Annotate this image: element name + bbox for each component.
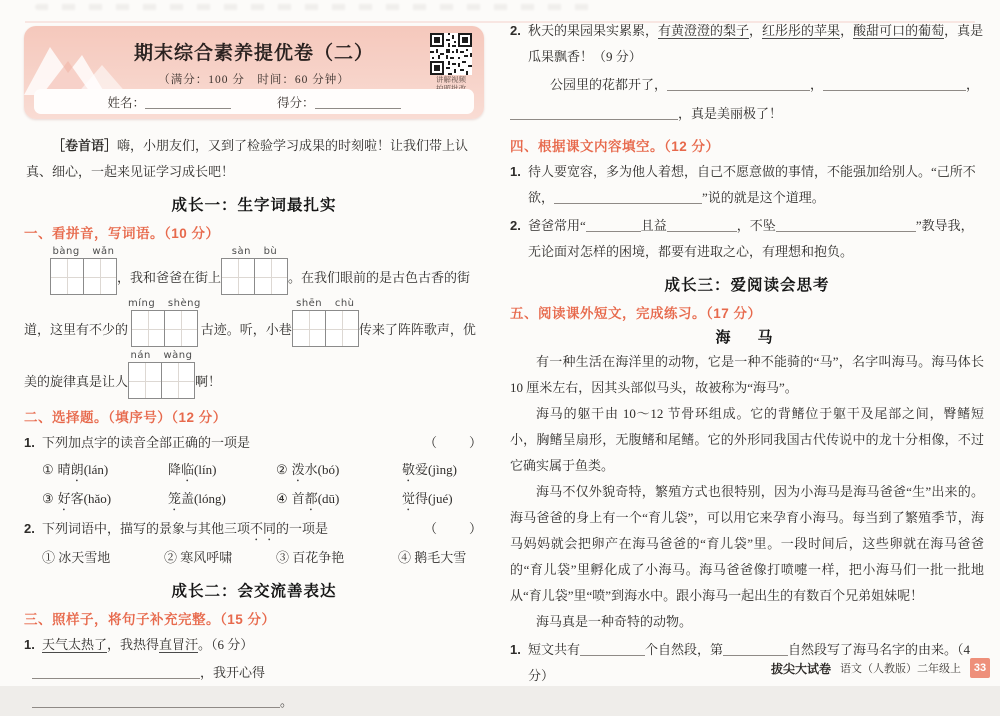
passage-paragraph-3: 海马不仅外貌奇特，繁殖方式也很特别，因为小海马是海马爸爸“生”出来的。海马爸爸的身上有一个“育儿袋”，可以用它来孕育小海马。每当到了繁殖季节，海马妈妈就会把卵产在海马爸爸的“育儿袋”里。一段时间后，这些卵就在海马爸爸的“育儿袋”里孵化成了小海马。海马爸爸像打喷嚏一样，把小海马们一批一批地从“育儿袋”里“喷”到海水中。跟小海马一起出生的有数百个兄弟姐妹呢！ (510, 484, 984, 603)
option-cell: 降临(lín) (168, 462, 217, 477)
passage-paragraph-1: 有一种生活在海洋里的动物，它是一种不能骑的“马”，名字叫海马。海马体长 10 厘米左右，因其头部似马头，故被称为“海马”。 (510, 354, 984, 395)
underlined-phrase: 红彤彤的苹果 (762, 23, 841, 38)
writing-box (50, 258, 117, 295)
option-cell: 敬爱(jìng) (402, 462, 457, 477)
growth2-heading: 成长二：会交流善表达 (171, 583, 337, 600)
cloze-question-1: 1. 待人要宽容，多为他人着想，自己不愿意做的事情，不能强加给别人。“己所不欲， ”说的就是这个道理。 (510, 159, 984, 211)
writing-cell (51, 259, 83, 294)
writing-cell (254, 259, 287, 294)
intro-text: 嗨，小朋友们，又到了检验学习成果的时刻啦！让我们带上认真、细心，一起来见证学习成长吧！ (26, 138, 469, 179)
option-cell: ① 晴朗(lán) (42, 462, 109, 477)
answer-blank (586, 218, 641, 232)
intro-label: ［卷首语］ (52, 138, 118, 153)
section4-heading: 四、根据课文内容填空。（12 分） (510, 139, 720, 154)
right-page (500, 0, 1000, 686)
writing-box (131, 310, 198, 347)
pinyin-label: sàn bù (231, 246, 278, 257)
answer-blank (32, 665, 200, 679)
section3-heading: 三、照样子，将句子补充完整。（15 分） (24, 612, 276, 627)
question-stem: 下列加点字的读音全部正确的一项是 (42, 435, 251, 450)
option-cell: ① 冰天雪地 (42, 550, 111, 565)
underlined-phrase: 有黄澄澄的梨子 (658, 23, 750, 38)
mc-question-2 (24, 516, 484, 544)
passage-paragraph-2: 海马的躯干由 10～12 节骨环组成。它的背鳍位于躯干及尾部之间，臀鳍短小，胸鳍呈扇形，无腹鳍和尾鳍。它的外形同我国古代传说中的龙十分相像，不过它确实属于鱼类。 (510, 406, 984, 473)
writing-cell (161, 363, 194, 398)
sentence-example-question-2: 2. 秋天的果园果实累累，有黄澄澄的梨子，红彤彤的苹果，酸甜可口的葡萄，真是瓜果飘香！（9 分） (510, 18, 984, 70)
writing-cell (293, 311, 325, 346)
answer-blank (823, 77, 966, 91)
name-blank (145, 95, 231, 109)
question-stem-emphasis: 不同 (250, 521, 277, 536)
sentence-text: 。在我们眼前的是古色古香的街 (288, 270, 471, 285)
exam-subtitle: （满分：100 分 时间：60 分钟） (158, 74, 350, 86)
option-cell: ② 泼水(bó) (276, 462, 340, 477)
page-number-badge: 33 (970, 658, 990, 678)
option-cell: ④ 鹅毛大雪 (398, 550, 467, 565)
writing-box (292, 310, 359, 347)
question-number: 1. (24, 637, 35, 652)
sentence-text: 古迹。听，小巷 (200, 322, 292, 337)
question-number: 1. (510, 164, 521, 179)
answer-blank (667, 218, 737, 232)
cloze-question-2: 2. 爸爸常用“ 且益 ，不坠 ”教导我，无论面对怎样的困境，都要有进取之心，有理想和抱负。 (510, 213, 984, 265)
pinyin-word-4 (292, 298, 359, 347)
score-label: 得分： (277, 95, 315, 110)
option-cell: ③ 好客(hǎo) (42, 491, 112, 506)
pinyin-word-3 (128, 298, 201, 347)
answer-bracket: （ ） (423, 435, 484, 450)
exam-header-card (24, 26, 484, 119)
pinyin-label: shēn chù (296, 298, 355, 309)
underlined-phrase: 酸甜可口的葡萄 (853, 23, 945, 38)
pinyin-label: bàng wǎn (52, 246, 115, 257)
pinyin-word-1 (50, 246, 117, 295)
question-stem: 的一项是 (276, 521, 329, 536)
sentence-example-question: 1. 天气太热了，我热得直冒汗。（6 分） (24, 632, 484, 658)
sentence-fill-line-b: ，真是美丽极了！ (510, 99, 984, 128)
reading-question-1: 1. 短文共有 个自然段，第 自然段写了海马名字的由来。（4 分） (510, 637, 984, 689)
passage-title: 海 马 (715, 329, 779, 346)
writing-cell (325, 311, 358, 346)
sentence-text: 啊！ (195, 374, 222, 389)
answer-blank (667, 77, 810, 91)
pinyin-word-5 (128, 350, 195, 399)
question-number: 2. (24, 521, 35, 536)
writing-cell (132, 311, 164, 346)
qr-code-icon (430, 33, 472, 75)
pinyin-line-1 (50, 246, 484, 295)
pinyin-line-3 (24, 350, 484, 399)
answer-blank (723, 642, 788, 656)
underlined-phrase: 直冒汗 (159, 637, 199, 652)
mountain-illustration (24, 39, 174, 95)
growth1-heading: 成长一：生字词最扎实 (171, 197, 337, 214)
answer-blank (510, 106, 678, 120)
writing-cell (222, 259, 254, 294)
name-label: 姓名： (107, 95, 145, 110)
question-number: 2. (510, 23, 521, 38)
answer-blank (32, 694, 280, 708)
question-number: 1. (510, 642, 521, 657)
answer-bracket: （ ） (423, 521, 484, 536)
qr-caption-line1: 讲解视频 (436, 75, 466, 84)
answer-blank (776, 218, 916, 232)
writing-box (128, 362, 195, 399)
pinyin-word-2 (221, 246, 288, 295)
passage-paragraph-4: 海马真是一种奇特的动物。 (536, 614, 693, 629)
mc2-options (24, 544, 484, 571)
option-cell: ③ 百花争艳 (276, 550, 345, 565)
page-footer (771, 658, 990, 678)
answer-blank (554, 190, 702, 204)
mc1-options (24, 456, 484, 514)
sentence-fill-line-a: 公园里的花都开了， ， ， (550, 77, 980, 92)
growth3-heading: 成长三：爱阅读会思考 (664, 277, 830, 294)
pinyin-line-2 (24, 298, 484, 347)
exam-title: 期末综合素养提优卷（二） (133, 43, 374, 64)
mc-question-1 (24, 430, 484, 456)
section5-heading: 五、阅读课外短文，完成练习。（17 分） (510, 306, 762, 321)
pinyin-label: míng shèng (128, 298, 201, 309)
intro-paragraph (26, 133, 482, 185)
option-cell: 笼盖(lóng) (168, 491, 226, 506)
name-score-strip (34, 89, 474, 114)
writing-cell (83, 259, 116, 294)
answer-blank (580, 642, 645, 656)
sentence-text: 道，这里有不少的 (24, 322, 129, 337)
option-cell: ④ 首都(dū) (276, 491, 340, 506)
sentence-fill-line: ，我开心得。 (32, 658, 484, 716)
question-number: 1. (24, 435, 35, 450)
section1-heading: 一、看拼音，写词语。（10 分） (24, 226, 220, 241)
pinyin-label: nán wàng (130, 350, 193, 361)
option-cell: ② 寒风呼啸 (164, 550, 233, 565)
footer-edition: 语文（人教版）二年级上 (840, 663, 961, 675)
qr-block (427, 33, 475, 93)
footer-brand: 拔尖大试卷 (770, 661, 831, 676)
writing-cell (129, 363, 161, 398)
writing-box (221, 258, 288, 295)
underlined-phrase: 天气太热了 (42, 637, 108, 652)
sentence-text: ，我和爸爸在街上 (117, 270, 222, 285)
sentence-text: 传来了阵阵歌声，优 (358, 322, 476, 337)
writing-cell (164, 311, 197, 346)
section2-heading: 二、选择题。（填序号）（12 分） (24, 410, 227, 425)
score-blank (315, 95, 401, 109)
question-stem: 下列词语中，描写的景象与其他三项 (42, 521, 251, 536)
option-cell: 觉得(jué) (402, 491, 453, 506)
question-number: 2. (510, 218, 521, 233)
left-page (0, 0, 500, 709)
sentence-text: 美的旋律真是让人 (24, 374, 129, 389)
